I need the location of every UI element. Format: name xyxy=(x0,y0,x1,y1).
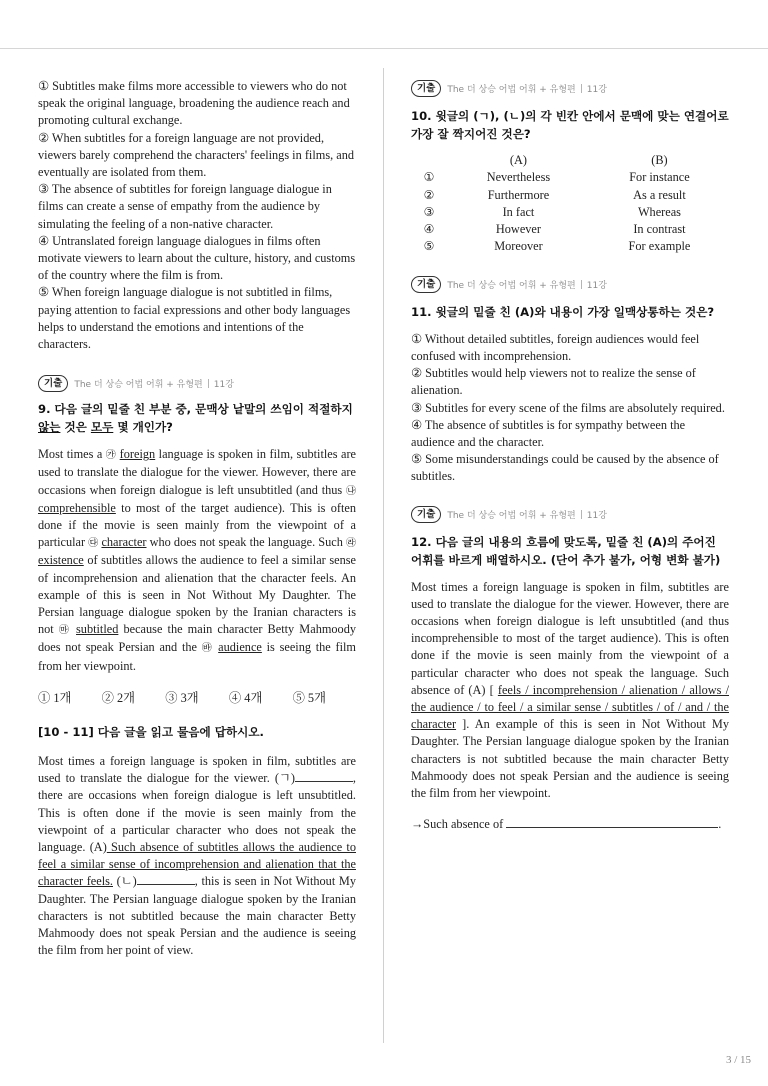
option-5: ⑤ When foreign language dialogue is not subtitled in films, paying attention to facial expressions and other body languages helps to understand the emotions and intentions of the characters. xyxy=(38,285,351,352)
past-exam-badge: 기출 xyxy=(38,375,68,392)
separator xyxy=(581,510,582,519)
marker-b: ㉯ xyxy=(346,485,356,497)
option-4: ④ Untranslated foreign language dialogues in films often motivate viewers to learn about the culture, history, and customs of the country where the film is from. xyxy=(38,233,356,283)
past-exam-badge: 기출 xyxy=(411,506,441,523)
marker-a: ㉮ xyxy=(105,450,117,462)
q10-source-line xyxy=(411,80,729,97)
previous-question-options xyxy=(38,78,356,353)
q10-11-passage: Most times a foreign language is spoken in film, subtitles are used to translate the dialogue for the viewer. (ㄱ) , there are occasions when foreign dialogue is left unsubtitled. This is often done if the movie is seen mainly from the viewpoint of a particular character who does not speak the language. (A) Such absence of subtitles allows the audience to feel a similar sense of incomprehension and alienation that the character feels. (ㄴ) , this is seen in Not Without My Daughter. The Persian language dialogue spoken by the Iranian characters is not subtitled because the main character Betty Mahmoody does not speak Persian and the audience is seeing the film from her point of view. xyxy=(38,753,356,958)
underlined-word: comprehensible xyxy=(38,500,116,515)
choice-5[interactable]: ⑤ 5개 xyxy=(292,690,326,705)
source-title: The 더 상승 어법 어휘 + 유형편 xyxy=(447,85,576,95)
table-row[interactable]: ① Nevertheless For instance xyxy=(423,170,690,185)
q12-passage: Most times a foreign language is spoken in film, subtitles are used to translate the dialogue for the viewer. However, there are occasions when foreign dialogue is left unsubtitled (and thus incomprehensible to most of the target audience). This is often done if the movie is seen mainly from the viewpoint of a particular character who does not speak the language. Such absence of (A) [ feels / incomprehension / alienation / allows / the audience / to feel / a similar sense / subtitles / of / and / the character ]. An example of this is seen in Not Without My Daughter. The Persian language dialogue spoken by the Iranian characters is not subtitled because the main character Betty Mahmoody does not speak Persian and the audience is seeing the film from her viewpoint. xyxy=(411,579,729,801)
header-rule xyxy=(0,48,768,49)
q10-title: 10. 윗글의 (ㄱ), (ㄴ)의 각 빈칸 안에서 문맥에 맞는 연결어로 가장 잘 짝지어진 것은? xyxy=(411,109,729,141)
option-4[interactable]: ④ The absence of subtitles is for sympathy between the audience and the character. xyxy=(411,417,686,449)
marker-c: ㉰ xyxy=(88,538,99,550)
q12-title: 12. 다음 글의 내용의 흐름에 맞도록, 밑줄 친 (A)의 주어진 어휘를 바르게 배열하시오. (단어 추가 불가, 어형 변화 불가) xyxy=(411,534,721,567)
blank-a xyxy=(295,781,353,782)
choice-3[interactable]: ③ 3개 xyxy=(165,690,199,705)
separator xyxy=(581,280,582,289)
answer-blank[interactable] xyxy=(506,827,718,828)
lesson-label: 11강 xyxy=(586,85,607,95)
column-b-header: (B) xyxy=(651,153,668,167)
q12-answer-line: →Such absence of . xyxy=(411,817,722,832)
q11-source-line xyxy=(411,276,729,293)
lesson-label: 11강 xyxy=(213,380,234,391)
choice-1[interactable]: ① 1개 xyxy=(38,690,72,705)
past-exam-badge: 기출 xyxy=(411,80,441,97)
q9-title: 9. 다음 글의 밑줄 친 부분 중, 문맥상 낱말의 쓰임이 적절하지 않는 것은 모두 몇 개인가? xyxy=(38,402,353,435)
table-row[interactable]: ② Furthermore As a result xyxy=(423,187,686,202)
past-exam-badge: 기출 xyxy=(411,276,441,293)
right-column xyxy=(411,80,729,833)
underlined-sentence-a: Such absence of subtitles allows the audience to feel a similar sense of incomprehension and alienation that the character feels. xyxy=(38,839,356,889)
lesson-label: 11강 xyxy=(586,510,607,521)
separator xyxy=(581,84,582,93)
option-2: ② When subtitles for a foreign language are not provided, viewers barely comprehend the characters' feelings in films, and eventually are isolated from them. xyxy=(38,130,355,180)
q9-choices xyxy=(38,688,326,706)
option-3[interactable]: ③ Subtitles for every scene of the films are absolutely required. xyxy=(411,400,725,415)
q9-source-line xyxy=(38,375,356,392)
option-3: ③ The absence of subtitles for foreign language dialogue in films can create a sense of empathy from the audience by simulating the feeling of a non-native character. xyxy=(38,182,332,231)
q10-11-header: [10 - 11] 다음 글을 읽고 물음에 답하시오. xyxy=(38,724,264,739)
source-title: The 더 상승 어법 어휘 + 유형편 xyxy=(447,280,576,291)
table-row[interactable]: ⑤ Moreover For example xyxy=(423,239,691,254)
page-number: 3 / 15 xyxy=(725,1054,751,1066)
q11-options xyxy=(411,331,729,486)
marker-f: ㉳ xyxy=(201,643,214,655)
q10-options-table xyxy=(411,152,729,256)
source-title: The 더 상승 어법 어휘 + 유형편 xyxy=(447,510,576,521)
choice-2[interactable]: ② 2개 xyxy=(101,690,136,705)
option-1: ① Subtitles make films more accessible to viewers who do not speak the original language, broadening the audience reach and promoting cultural exchange. xyxy=(38,79,350,128)
option-5[interactable]: ⑤ Some misunderstandings could be caused by the absence of subtitles. xyxy=(411,452,719,484)
underlined-word: audience xyxy=(218,640,262,655)
choice-4[interactable]: ④ 4개 xyxy=(228,690,263,705)
column-divider xyxy=(383,68,384,1043)
left-column xyxy=(38,78,356,959)
q9-passage: Most times a ㉮ foreign language is spoken in film, subtitles are used to translate the dialogue for the viewer. However, there are occasions when foreign dialogue is left unsubtitled (and thus ㉯ comprehensible to most of the target audience). This is often done if the movie is seen mainly from the viewpoint of a particular ㉰ character who does not speak the language. Such ㉱ existence of subtitles allows the audience to feel a similar sense of incomprehension and alienation that the character feels. An example of this is seen in Not Without My Daughter. The Persian language dialogue spoken by the Iranian characters is not ㉲ subtitled because the main character Betty Mahmoody does not speak Persian and the ㉳ audience is seeing the film from her viewpoint. xyxy=(38,447,357,673)
table-row[interactable]: ④ However In contrast xyxy=(423,222,686,237)
option-2[interactable]: ② Subtitles would help viewers not to realize the sense of alienation. xyxy=(411,366,696,398)
underlined-word: subtitled xyxy=(76,622,119,637)
column-a-header: (A) xyxy=(509,153,527,167)
marker-e: ㉲ xyxy=(58,625,71,637)
table-row[interactable]: ③ In fact Whereas xyxy=(423,204,681,219)
underlined-word: character xyxy=(101,535,147,550)
source-title: The 더 상승 어법 어휘 + 유형편 xyxy=(74,380,203,391)
scrambled-words: feels / incomprehension / alienation / allows / the audience / to feel / a similar sense / subtitles / of / and / the character xyxy=(411,682,729,732)
q12-source-line xyxy=(411,506,729,523)
q11-title: 11. 윗글의 밑줄 친 (A)와 내용이 가장 일맥상통하는 것은? xyxy=(411,304,715,319)
option-1[interactable]: ① Without detailed subtitles, foreign audiences would feel confused with incomprehension. xyxy=(411,331,700,363)
underlined-word: foreign xyxy=(119,447,156,462)
lesson-label: 11강 xyxy=(586,280,607,291)
underlined-word: existence xyxy=(38,553,84,568)
blank-b xyxy=(137,884,195,885)
table-header-row xyxy=(411,152,729,169)
marker-d: ㉱ xyxy=(346,538,357,550)
separator xyxy=(208,379,209,388)
